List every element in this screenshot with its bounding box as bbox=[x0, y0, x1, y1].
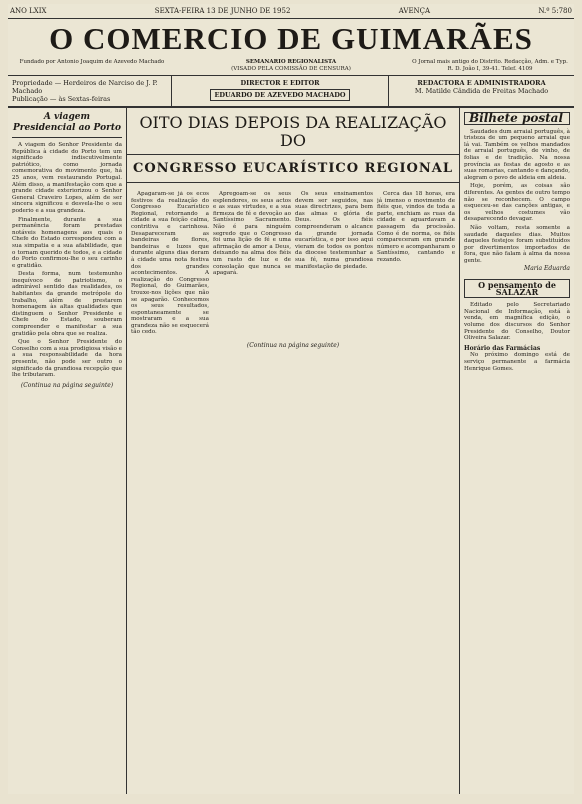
main-headline: OITO DIAS DEPOIS DA REALIZAÇÃO DO bbox=[139, 113, 447, 150]
signature: Maria Eduarda bbox=[524, 265, 570, 273]
right-column: Bilhete postal Saudades dum arraial português, à tristeza de um pequeno arraial que lá vai. Também os velhos mandados de arraial português, de vinho, de folias e de tradição. Na nossa província as festas de agosto e as suas romarias, cantando e dançando, alegram o povo de aldeia em aldeia. Hoje, porém, as coisas são diferentes. As gentes de outro tempo não se reconhecem. O campo esqueceu-se das canções antigas, e os velhos costumes vão desaparecendo devagar. Não voltam, resta somente a saudade daqueles dias. Muitos daqueles festejos foram substituídos por divertimentos importados de fora, que não falam à alma da nossa gente. Maria Eduarda O pensamento de SALAZAR Editado pelo Secretariado Nacional de Informação, está à venda, em magnífica edição, o volume dos discursos do Senhor Presidente do Conselho, Doutor Oliveira Salazar. Horário das Farmácias No próximo domingo está de serviço permanente a farmácia Henrique Gomes. bbox=[464, 111, 570, 372]
left-article: A viagem Presidencial ao Porto A viagem do Senhor Presidente da República à cidade do Porto tem um significado indiscutivelmente patriótico, como jornada comemorativa do movimento que, há 25 anos, vem restaurando Portugal. Além disso, a manifestação com que a grande cidade exteriorizou o Senhor General Craveiro Lopes, além de ser sincera significou e desvela-lhe o seu poderio e a sua grandeza. Finalmente, durante a sua permanência foram prestadas notáveis homenagens aos quais o Chefe do Estado correspondeu com a sua simpatia e a sua afabilidade, que o tornam querido de todos, e a cidade do Porto confirmou-lhe o seu carinho e gratidão. Desta forma, num testemunho inequívoco de patriotismo, o admirável sentido das realidades, os habitantes da grande metrópole do trabalho, além de prestarem homenagem às altas qualidades que distinguem o Senhor Presidente e Chefe do Estado, souberam compreender e manifestar a sua gratidão pela obra que se realiza. Que o Senhor Presidente do Conselho com a sua prodigiosa visão e a sua responsabilidade da hora presente, não pode ser outro o significado da grandiosa recepção que lhe tributaram. (Continua na página seguinte) bbox=[8, 108, 127, 794]
main-column-2: Apregoam-se os seus esplendores, os seus actos e as suas virtudes, e a sua firmeza de fé e devoção ao Santíssimo Sacramento. Não é para ninguém segredo que o Congresso foi uma lição de fé e uma afirmação de amor a Deus, deixando na alma dos fiéis um rasto de luz e de consolação que nunca se apagará. bbox=[213, 191, 291, 277]
credit-bar bbox=[8, 76, 574, 108]
newspaper-page bbox=[8, 4, 574, 794]
year-label: ANO LXIX bbox=[10, 7, 47, 15]
bilhete-postal-title: Bilhete postal bbox=[464, 112, 570, 125]
masthead bbox=[8, 19, 574, 76]
main-column-1: Apagaram-se já os ecos festivos da realização do Congresso Eucarístico Regional, retornando a cidade a sua feição calma, contritiva e carinhosa. Desapareceram as bandeiras de flores, bandeiras e luzes que durante alguns dias deram à cidade uma nota festiva dos grandes acontecimentos. A realização do Congresso Regional, do Guimarães, trouxe-nos lições que não se apagarão. Conhecemos os seus resultados, espontaneamente se mostraram e a sua grandeza não se esquecerá tão cedo. bbox=[131, 191, 209, 336]
continue-note: (Continua na página seguinte) bbox=[20, 381, 114, 389]
main-subheadline: CONGRESSO EUCARÍSTICO REGIONAL bbox=[127, 154, 459, 183]
newspaper-title: O COMERCIO DE GUIMARÃES bbox=[49, 21, 533, 56]
jornal-text: O Jornal mais antigo do Distrito. Redacção, Adm. e Typ. R. D. João I, 39-41. Telef. 4109 bbox=[412, 59, 568, 72]
main-column-3: Os seus ensinamentos devem ser seguidos, nas suas directrizes, para bem das almas e glória de Deus. Os fiéis compreenderam o alcance da grande jornada eucarística, e por isso aqui vieram de todos os pontos da diocese testemunhar a sua fé, numa grandiosa manifestação de piedade. bbox=[295, 191, 373, 270]
issue-date: SEXTA-FEIRA 13 DE JUNHO DE 1952 bbox=[154, 7, 291, 15]
main-article-columns bbox=[127, 191, 459, 338]
redaction-info: REDACTORA E ADMINISTRADORA M. Matilde Cândida de Freitas Machado bbox=[414, 79, 549, 95]
semanario-text: SEMANARIO REGIONALISTA (VISADO PELA COMISSÃO DE CENSURA) bbox=[231, 59, 351, 72]
left-article-title: A viagem Presidencial ao Porto bbox=[12, 112, 122, 138]
issue-number: N.º 5:780 bbox=[538, 7, 572, 15]
salazar-heading: O pensamento de SALAZAR bbox=[464, 279, 570, 298]
main-continue-note: (Continua na página seguinte) bbox=[246, 342, 340, 350]
main-article bbox=[127, 108, 460, 794]
top-info-bar bbox=[8, 4, 574, 19]
masthead-subline bbox=[8, 59, 574, 73]
avenca-label: AVENÇA bbox=[398, 7, 431, 15]
page-body bbox=[8, 108, 574, 794]
main-column-4: Cerca das 18 horas, era já imenso o movimento de fiéis que, vindos de toda a parte, enchiam as ruas da cidade e aguardavam a passagem da procissão. Como é de norma, os fiéis compareceram em grande número e acompanharam o Santíssimo, cantando e rezando. bbox=[377, 191, 455, 263]
pharmacy-heading: Horário das Farmácias bbox=[464, 344, 541, 352]
ownership-info: Propriedade — Herdeiros de Narciso de J. P. Machado Publicação — às Sextas-feiras bbox=[8, 76, 172, 106]
director-info: DIRECTOR E EDITOR EDUARDO DE AZEVEDO MACHADO bbox=[172, 76, 389, 106]
founder-text: Fundado por Antonio Joaquim de Azevedo Machado bbox=[19, 59, 165, 65]
